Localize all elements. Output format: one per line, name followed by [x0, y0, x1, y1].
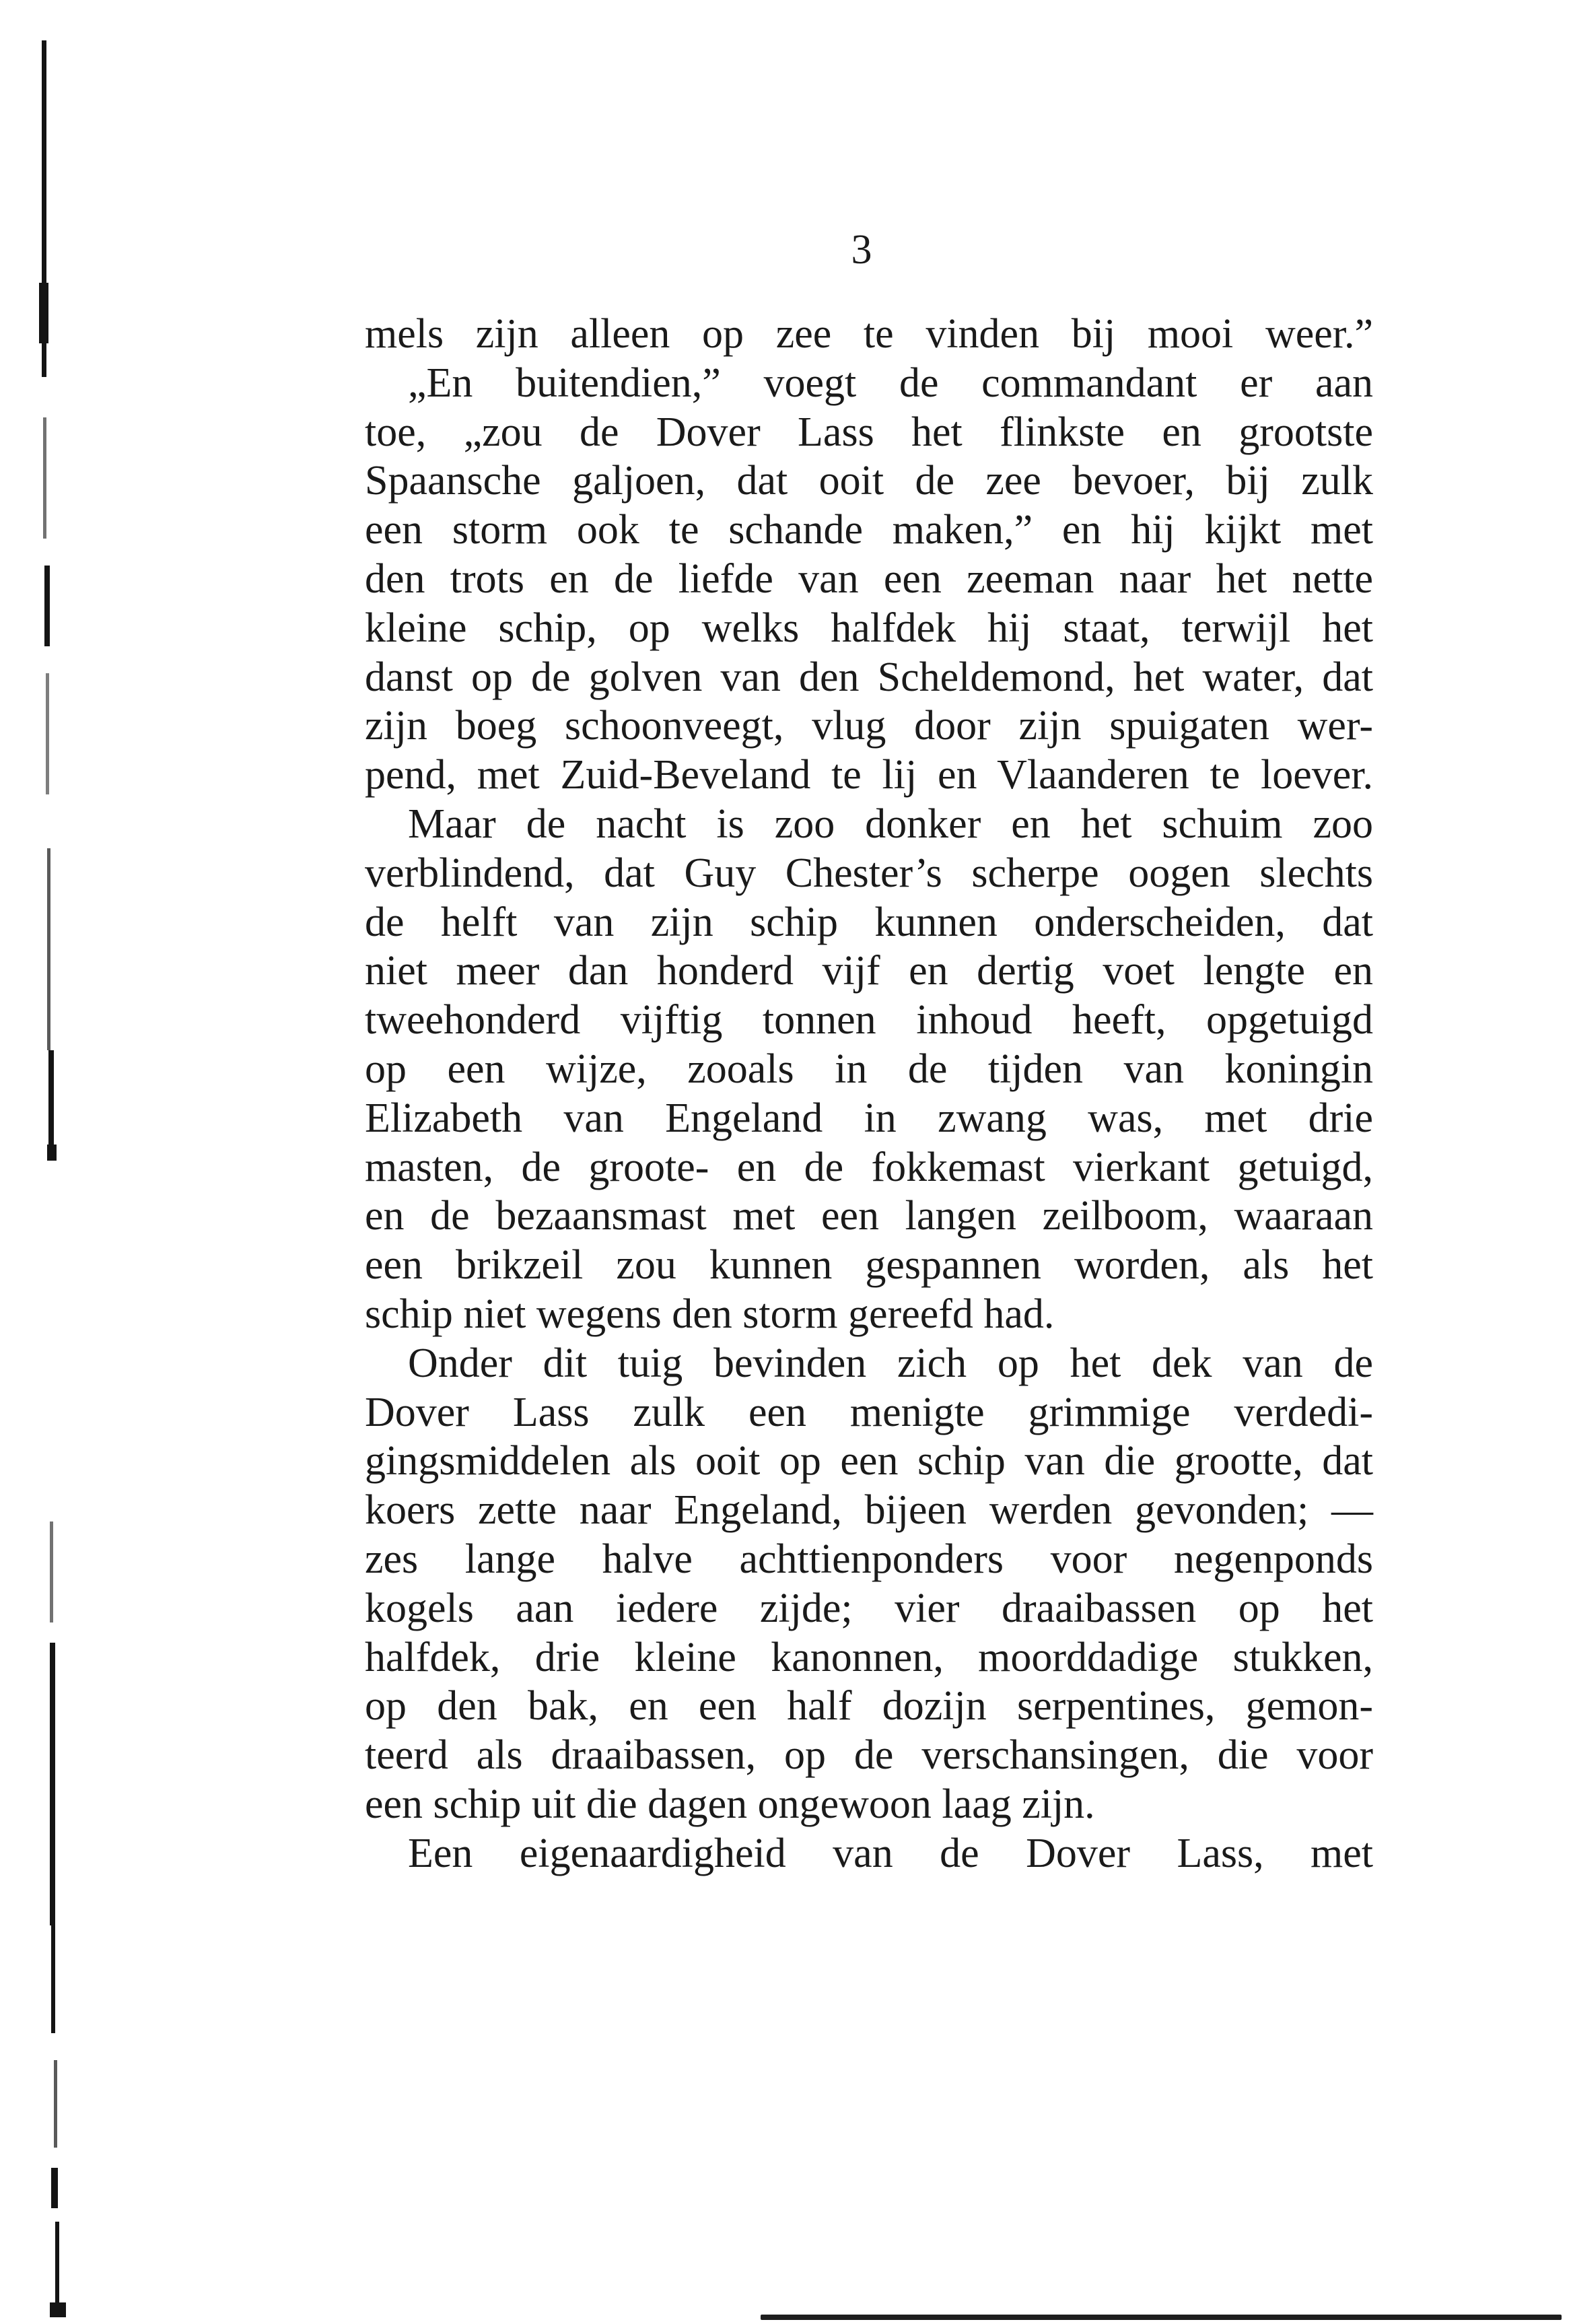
text-line: mels zijn alleen op zee te vinden bij mooi weer.”	[365, 311, 1373, 357]
text-line: toe, „zou de Dover Lass het flinkste en grootste	[365, 409, 1373, 455]
text-line: zes lange halve achttienponders voor negenponds	[365, 1536, 1373, 1582]
text-line: masten, de groote- en de fokkemast vierkant getuigd,	[365, 1144, 1373, 1190]
text-line: „En buitendien,” voegt de commandant er aan	[408, 360, 1373, 406]
text-line: kogels aan iedere zijde; vier draaibassen op het	[365, 1585, 1373, 1631]
text-line: koers zette naar Engeland, bijeen werden gevonden; —	[365, 1487, 1373, 1534]
text-line: een storm ook te schande maken,” en hij kijkt met	[365, 507, 1373, 553]
page-number: 3	[851, 227, 872, 273]
text-line: den trots en de liefde van een zeeman naar het nette	[365, 555, 1373, 602]
text-line: een schip uit die dagen ongewoon laag zijn.	[365, 1781, 1095, 1827]
text-line: op een wijze, zooals in de tijden van koningin	[365, 1046, 1373, 1092]
body-text	[365, 310, 1373, 1878]
text-line: Elizabeth van Engeland in zwang was, met drie	[365, 1095, 1373, 1141]
text-line: verblindend, dat Guy Chester’s scherpe oogen slechts	[365, 850, 1373, 896]
text-line: en de bezaansmast met een langen zeilboom, waaraan	[365, 1193, 1373, 1239]
text-line: niet meer dan honderd vijf en dertig voet lengte en	[365, 948, 1373, 994]
text-line: teerd als draaibassen, op de verschansingen, die voor	[365, 1732, 1373, 1779]
text-line: pend, met Zuid-Beveland te lij en Vlaanderen te loever.	[365, 752, 1373, 798]
text-line: tweehonderd vijftig tonnen inhoud heeft, opgetuigd	[365, 997, 1373, 1044]
text-line: de helft van zijn schip kunnen onderscheiden, dat	[365, 899, 1373, 945]
text-line: op den bak, en een half dozijn serpentines, gemon-	[365, 1683, 1373, 1730]
text-line: een brikzeil zou kunnen gespannen worden, als het	[365, 1242, 1373, 1289]
text-line: Maar de nacht is zoo donker en het schuim zoo	[408, 800, 1373, 847]
scan-bottom-edge	[761, 2315, 1562, 2320]
text-line: Onder dit tuig bevinden zich op het dek van de	[408, 1340, 1373, 1386]
text-line: danst op de golven van den Scheldemond, het water, dat	[365, 654, 1373, 700]
text-line: kleine schip, op welks halfdek hij staat, terwijl het	[365, 605, 1373, 651]
text-line: Een eigenaardigheid van de Dover Lass, met	[408, 1830, 1373, 1876]
text-line: zijn boeg schoonveegt, vlug door zijn spuigaten wer-	[365, 703, 1373, 749]
text-line: halfdek, drie kleine kanonnen, moorddadige stukken,	[365, 1634, 1373, 1680]
text-line: Dover Lass zulk een menigte grimmige verdedi-	[365, 1389, 1373, 1435]
text-line: Spaansche galjoen, dat ooit de zee bevoer, bij zulk	[365, 458, 1373, 504]
text-line: gingsmiddelen als ooit op een schip van die grootte, dat	[365, 1438, 1373, 1484]
text-line: schip niet wegens den storm gereefd had.	[365, 1291, 1055, 1337]
